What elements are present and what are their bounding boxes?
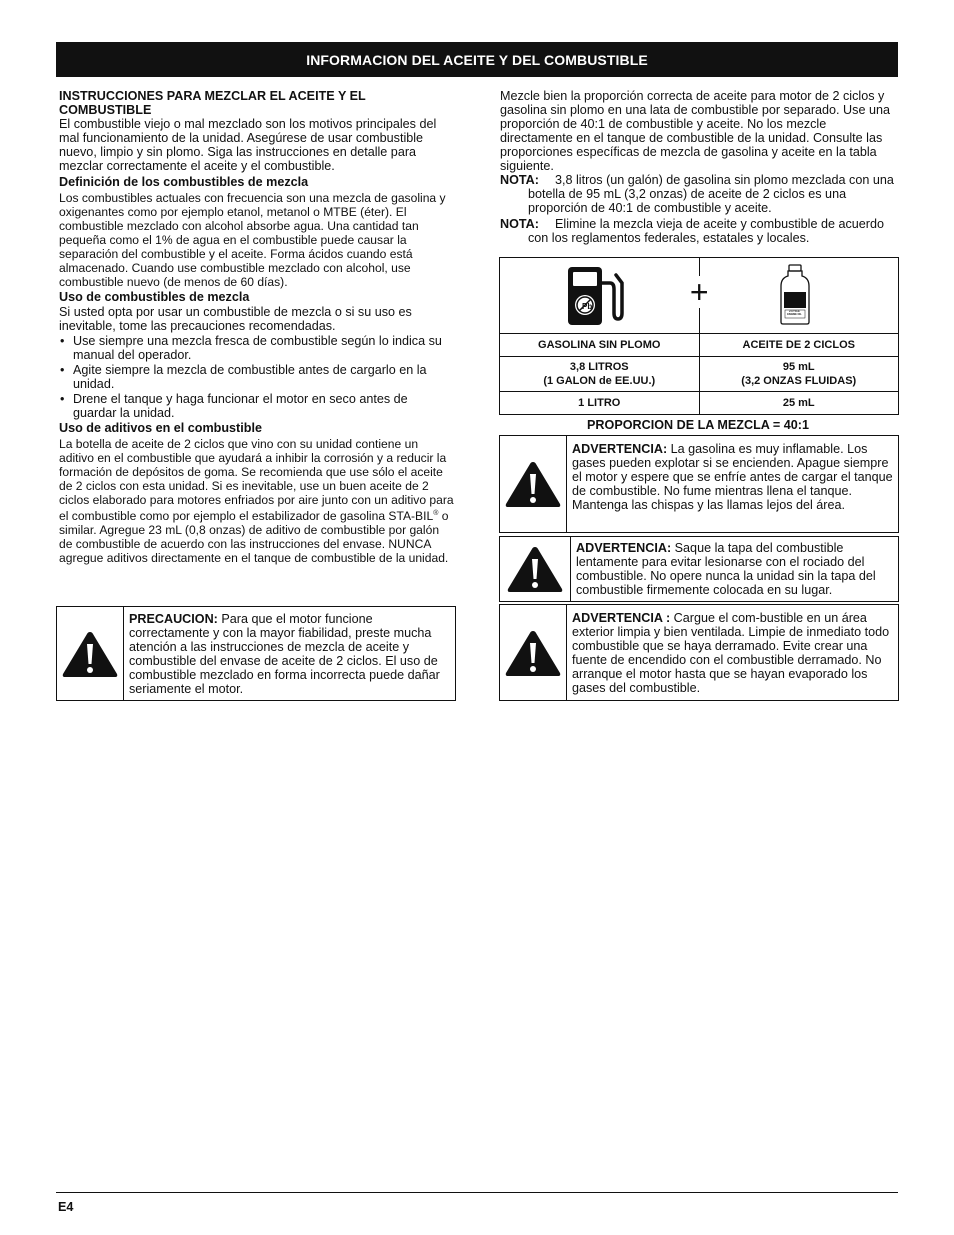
table-cell: 25 mL (699, 392, 899, 414)
warning-box-flammable (499, 435, 899, 533)
oil-bottle-icon (778, 264, 812, 326)
bottle-label: 2-CYCLE ENGINE OIL (787, 310, 802, 316)
fuel-pump-icon (564, 263, 636, 329)
table-cell: 1 LITRO (578, 397, 621, 409)
warning-box-fuel-cap (499, 536, 899, 602)
list-item: • Agite siempre la mezcla de combustible antes de cargarlo en la unidad. (59, 363, 454, 391)
warning-triangle-icon (500, 537, 571, 601)
table-row (500, 391, 898, 414)
plus-sign: + (689, 274, 709, 310)
warning-label: ADVERTENCIA: (576, 541, 672, 555)
note-label: NOTA: (500, 173, 539, 187)
cell-line: 3,8 LITROS (569, 361, 629, 373)
mix-table-header-row (500, 333, 898, 356)
svg-text:Pb: Pb (582, 302, 593, 311)
use-intro: Si usted opta por usar un combustible de mezcla o si su uso es inevitable, tome las precauciones recomendadas. (59, 305, 412, 333)
additive-text-part2: o similar. Agregue 23 mL (0,8 onzas) de aditivo de combustible por galón de combustible de acuerdo con las instrucciones del envase. NUNCA agregue aditivos directamente en el tanque de combustible de la unidad. (59, 509, 449, 566)
section-title: INFORMACION DEL ACEITE Y DEL COMBUSTIBLE (306, 51, 648, 68)
warning-label: ADVERTENCIA : (572, 611, 671, 625)
mix-table-icons-row (500, 258, 898, 333)
note-text: Elimine la mezcla vieja de aceite y combustible de acuerdo con los reglamentos federales, estatales y locales. (528, 217, 885, 245)
right-intro: Mezcle bien la proporción correcta de aceite para motor de 2 ciclos y gasolina sin plomo en una lata de combustible por separado. Use una proporción de 40:1 de combustible y aceite. No los mezcle directamente en el tanque de combustible de la unidad. Consulte las proporciones específicas de mezcla de gasolina y aceite en la tabla siguiente. (500, 89, 890, 173)
page-number: E4 (58, 1200, 74, 1214)
mix-table (499, 257, 899, 415)
caution-text-block (124, 607, 455, 700)
col-header-oil: ACEITE DE 2 CICLOS (699, 334, 899, 356)
warning-text-block (567, 605, 898, 700)
cell-line: (1 GALON de EE.UU.) (543, 375, 656, 387)
oil-bottle-cell (699, 258, 899, 333)
mix-heading: INSTRUCCIONES PARA MEZCLAR EL ACEITE Y EL COMBUSTIBLE (59, 89, 366, 117)
table-cell (500, 357, 699, 391)
cell-line: 95 mL (782, 361, 815, 373)
mix-ratio: PROPORCION DE LA MEZCLA = 40:1 (587, 418, 809, 432)
cell-line: (3,2 ONZAS FLUIDAS) (741, 375, 857, 387)
list-item: • Drene el tanque y haga funcionar el motor en seco antes de guardar la unidad. (59, 392, 454, 420)
note-1 (500, 173, 898, 215)
caution-text: Para que el motor funcione correctamente y con la mayor fiabilidad, preste mucha atención a las instrucciones de mezcla de aceite y combustible del envase de aceite de 2 ciclos. El uso de combustible mezclado en forma incorrecta puede dañar seriamente el motor. (129, 612, 440, 696)
additive-heading: Uso de aditivos en el combustible (59, 421, 262, 435)
caution-label: PRECAUCION: (129, 612, 218, 626)
table-cell (699, 357, 899, 391)
section-header-bar (56, 42, 898, 77)
warning-label: ADVERTENCIA: (572, 442, 668, 456)
warning-triangle-icon (500, 436, 567, 532)
list-item: • Use siempre una mezcla fresca de combustible según lo indica su manual del operador. (59, 334, 454, 362)
warning-triangle-icon (500, 605, 567, 700)
table-row (500, 356, 898, 391)
warning-box-ventilation (499, 604, 899, 701)
right-column (500, 89, 898, 245)
warning-text-block (567, 436, 898, 532)
col-header-gasoline: GASOLINA SIN PLOMO (538, 339, 661, 351)
warning-triangle-icon (57, 607, 124, 700)
additive-text-part1: La botella de aceite de 2 ciclos que vino con su unidad contiene un aditivo en el combustible que ayudará a inhibir la corrosión y a reducir la formación de depósitos de goma. Se recomienda que use sólo el aceite de 2 ciclos con esta unidad. Si es inevitable, use un buen aceite de 2 ciclos elaborado para motores enfriados por aire junto con un aditivo para el combustible como por ejemplo el estabilizador de gasolina STA-BIL (59, 437, 454, 524)
note-label: NOTA: (500, 217, 539, 231)
footer-divider (56, 1192, 898, 1193)
left-column (59, 89, 454, 565)
additive-text (59, 437, 454, 565)
def-heading: Definición de los combustibles de mezcla (59, 175, 309, 189)
warning-text: Cargue el com-bustible en un área exterior limpia y bien ventilada. Limpie de inmediato todo combustible que se haya derramado. Evite crear una fuente de encendido con el combustible derramado. No arranque el motor hasta que se hayan evaporado los gases del combustible. (572, 611, 890, 695)
warning-text-block (571, 537, 898, 601)
mix-intro: El combustible viejo o mal mezclado son los motivos principales del mal funcionamiento de la unidad. Asegúrese de usar combustible nuevo, limpio y sin plomo. Siga las instrucciones en detalle para mezclar correctamente el aceite y el combustible. (59, 117, 437, 173)
bullet-list (59, 334, 454, 420)
def-text: Los combustibles actuales con frecuencia son una mezcla de gasolina y oxigenantes como por ejemplo etanol, metanol o MTBE (éter). El combustible mezclado con alcohol absorbe agua. Una cantidad tan pequeña como el 1% de agua en el combustible puede causar la separación del combustible y el aceite. Forma ácidos cuando está almacenado. Cuando use combustible mezclado con alcohol, use combustible nuevo (de menos de 60 días). (59, 191, 446, 289)
warning-text: Saque la tapa del combustible lentamente para evitar lesionarse con el rociado del combustible. No opere nunca la unidad sin la tapa del combustible firmemente colocada en su lugar. (576, 541, 876, 597)
caution-box (56, 606, 456, 701)
note-2 (500, 217, 898, 245)
registered-mark: ® (433, 510, 439, 517)
warning-text: La gasolina es muy inflamable. Los gases pueden explotar si se encienden. Apague siempre el motor y espere que se enfríe antes de cargar el tanque de combustible. No fume mientras llena el tanque. Mantenga las chispas y las llamas lejos del área. (572, 442, 893, 512)
note-text: 3,8 litros (un galón) de gasolina sin plomo mezclada con una botella de 95 mL (3,2 onzas) de aceite de 2 ciclos es una proporción de 40:1 de combustible y aceite. (528, 173, 894, 215)
fuel-pump-cell (500, 258, 709, 333)
use-heading: Uso de combustibles de mezcla (59, 290, 250, 304)
